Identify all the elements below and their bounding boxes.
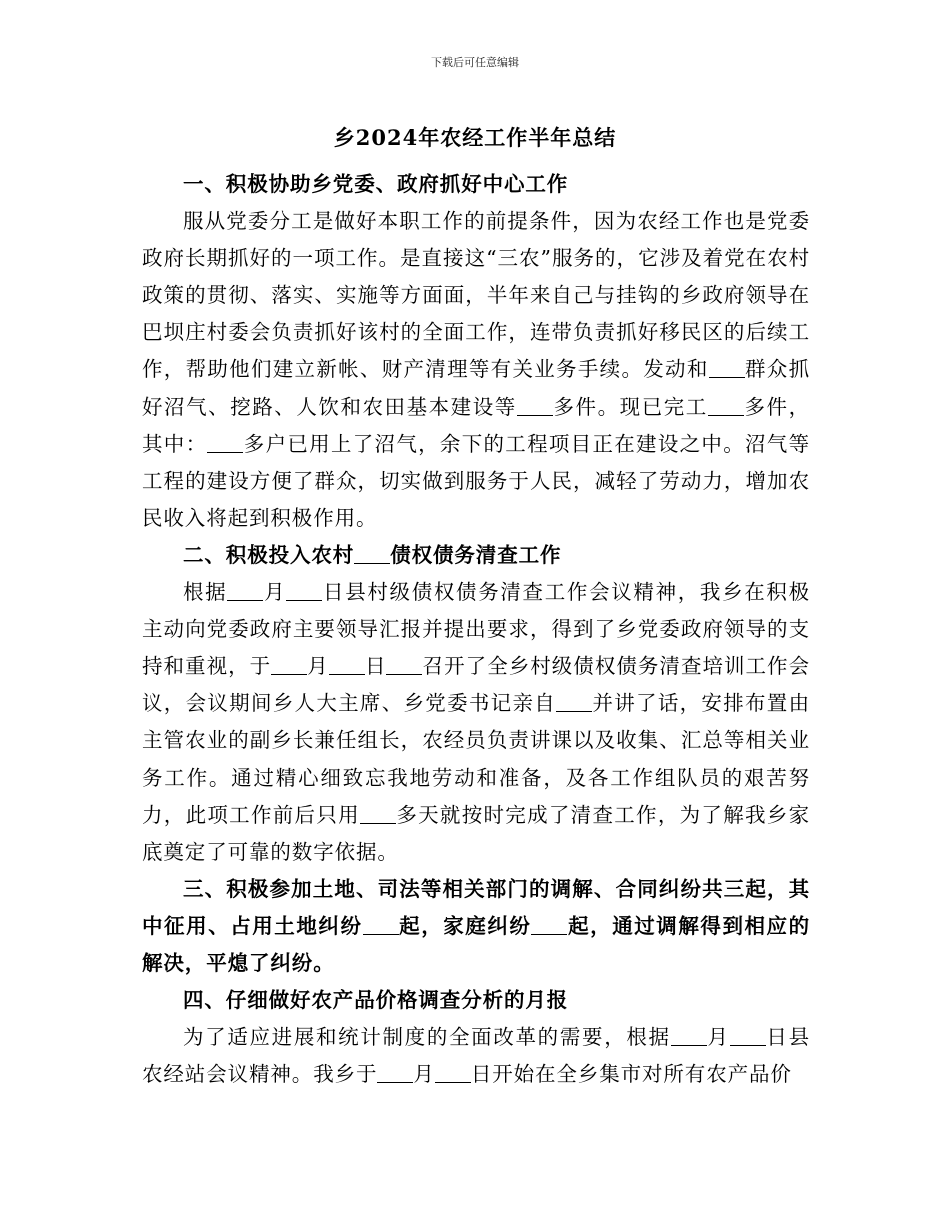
blank-field [227, 582, 263, 601]
section-4-heading: 四、仔细做好农产品价格调查分析的月报 [183, 988, 569, 1013]
text-run: 并讲了话，安排布置由主管农业的副乡长兼任组长，农经员负责讲课以及收集、汇总等相关业务工作。通过精心细致忘我地劳动和准备，及各工作组队员的艰苦努力，此项工作前后只用 [142, 691, 810, 827]
blank-field [517, 397, 553, 416]
text-run: 服从党委分工是做好本职工作的前提条件，因为农经工作也是党委政府长期抓好的一项工作。是直接这“三农”服务的，它涉及着党在农村政策的贯彻、落实、实施等方面面，半年来自己与挂钩的乡政府领导在巴坝庄村委会负责抓好该村的全面工作，连带负责抓好移民区的后续工作，帮助他们建立新帐、财产清理等有关业务手续。发动和 [142, 209, 810, 382]
text-run: 多天就按时完成了清查工作，为了解我乡家底奠定了可靠的数字依据。 [142, 802, 810, 864]
blank-field [329, 656, 365, 675]
header-note: 下载后可任意编辑 [431, 56, 519, 69]
text-run: 债权债务清查工作 [390, 542, 562, 567]
text-run: 日县农经站会议精神。我乡于 [142, 1025, 810, 1087]
blank-field [531, 916, 567, 935]
blank-field [377, 1064, 413, 1083]
text-run: 为了适应进展和统计制度的全面改革的需要，根据 [183, 1025, 671, 1050]
text-run: 三、积极参加土地、司法等相关部门的调解、合同纠纷共三起，其中征用、占用土地纠纷 [142, 876, 810, 938]
blank-field [363, 916, 399, 935]
section-3-heading [142, 871, 810, 982]
blank-field [708, 397, 744, 416]
blank-field [207, 434, 243, 453]
blank-field [271, 656, 307, 675]
blank-field [435, 1064, 471, 1083]
text-run: 根据 [183, 580, 228, 605]
document-body [142, 166, 810, 1093]
text-run: 日县村级债权债务清查工作会议精神，我乡在积极主动向党委政府主要领导汇报并提出要求，得到了乡党委政府领导的支持和重视，于 [142, 580, 810, 679]
text-run: 月 [263, 580, 287, 605]
text-run: 日开始在全乡集市对所有农产品价 [470, 1062, 792, 1087]
blank-field [286, 582, 322, 601]
text-run: 月 [706, 1025, 730, 1050]
text-run: 起，家庭纠纷 [398, 913, 532, 938]
text-run: 多户已用上了沼气，余下的工程项目正在建设之中。沼气等工程的建设方便了群众，切实做到服务于人民，减轻了劳动力，增加农民收入将起到积极作用。 [142, 431, 811, 530]
blank-field [671, 1027, 707, 1046]
section-1-paragraph [142, 203, 810, 537]
blank-field [730, 1027, 766, 1046]
text-run: 月 [307, 654, 329, 679]
section-4-paragraph [142, 1019, 810, 1093]
blank-field [709, 359, 745, 378]
blank-field [556, 693, 592, 712]
section-2-paragraph [142, 574, 810, 871]
document-title: 乡2024年农经工作半年总结 [333, 125, 617, 150]
section-1-heading: 一、积极协助乡党委、政府抓好中心工作 [183, 172, 569, 196]
blank-field [386, 656, 422, 675]
blank-field [360, 805, 396, 824]
text-run: 日 [364, 654, 387, 679]
text-run: 召开了全乡村级债权债务清查培训工作会议，会议期间乡人大主席、乡党委书记亲自 [142, 654, 810, 716]
text-run: 群众抓好沼气、挖路、人饮和农田基本建设等 [142, 357, 811, 419]
text-run: 多件。现已完工 [552, 394, 708, 419]
text-run: 月 [413, 1062, 435, 1087]
text-run: 起，通过调解得到相应的解决，平熄了纠纷。 [142, 913, 810, 975]
blank-field [354, 545, 390, 564]
section-2-heading [142, 537, 810, 574]
text-run: 二、积极投入农村 [183, 542, 355, 567]
text-run: 多件，其中： [142, 394, 810, 456]
